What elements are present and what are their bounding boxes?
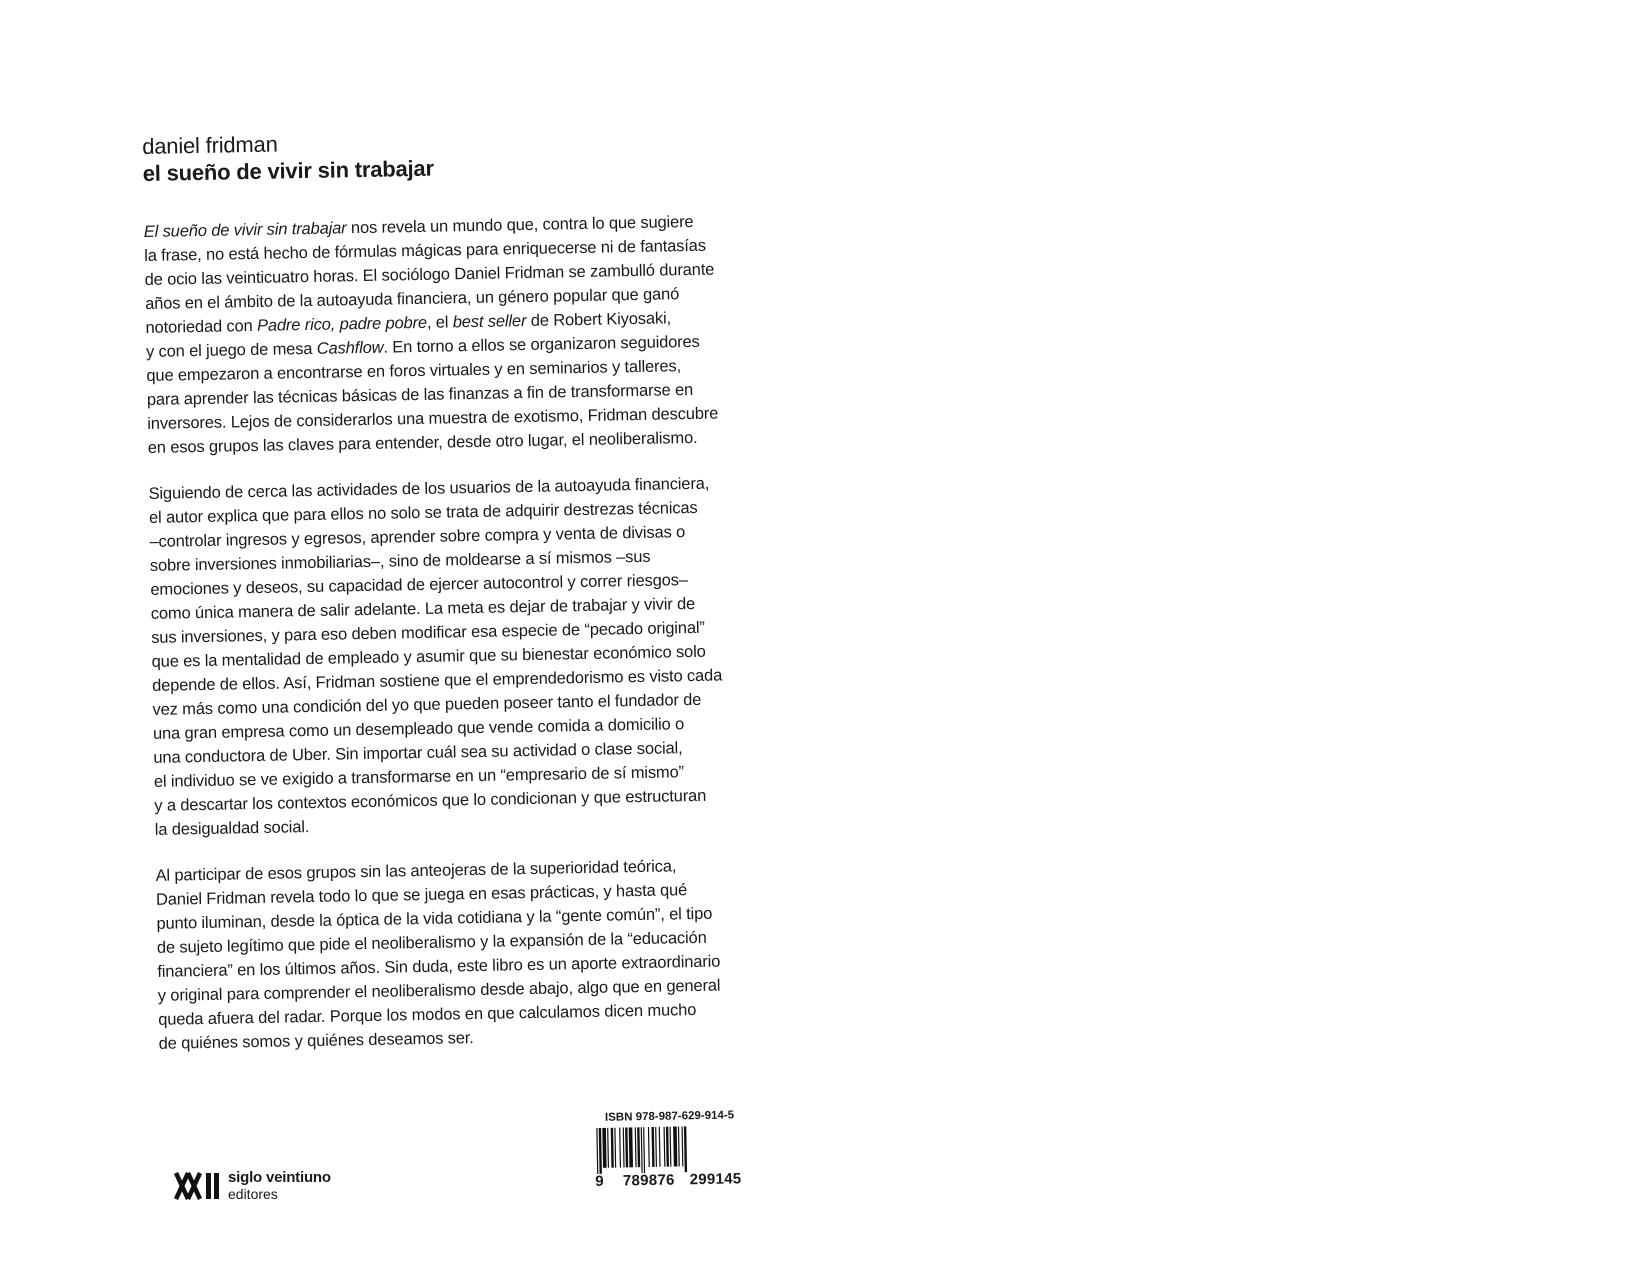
isbn-block bbox=[594, 1109, 745, 1190]
barcode-digits-left: 789876 bbox=[622, 1171, 675, 1190]
barcode-bar bbox=[669, 1127, 671, 1167]
text-run: la frase, no está hecho de fórmulas mágicas para enriquecerse ni de fantasías bbox=[144, 236, 707, 265]
italic-run: best seller bbox=[452, 311, 527, 332]
text-run: una conductora de Uber. Sin importar cuál sea su actividad o clase social, bbox=[153, 739, 683, 767]
text-run: como única manera de salir adelante. La meta es dejar de trabajar y vivir de bbox=[150, 594, 696, 623]
publisher-subtitle: editores bbox=[228, 1186, 278, 1202]
italic-run: Padre rico, padre pobre bbox=[256, 313, 428, 335]
publisher-text bbox=[228, 1170, 331, 1202]
text-run: Daniel Fridman revela todo lo que se juega en esas prácticas, y hasta qué bbox=[155, 881, 688, 909]
text-run: de sujeto legítimo que pide el neoliberalismo y la expansión de la “educación bbox=[156, 928, 707, 957]
barcode-bar bbox=[623, 1127, 625, 1167]
text-run: una gran empresa como un desempleado que vende comida a domicilio o bbox=[152, 715, 685, 743]
barcode-bar bbox=[641, 1127, 643, 1173]
isbn-label: ISBN 978-987-629-914-5 bbox=[604, 1109, 735, 1124]
synopsis-paragraph-3 bbox=[155, 853, 758, 1056]
text-run: punto iluminan, desde la óptica de la vida cotidiana y la “gente común”, el tipo bbox=[156, 904, 713, 933]
text-run: de Robert Kiyosaki, bbox=[526, 309, 672, 330]
barcode-bar bbox=[648, 1127, 650, 1167]
text-run: y a descartar los contextos económicos que lo condicionan y que estructuran bbox=[154, 786, 707, 815]
text-run: , el bbox=[426, 313, 453, 332]
barcode-digit-first: 9 bbox=[595, 1172, 605, 1190]
barcode-bar bbox=[643, 1127, 645, 1173]
text-run: notoriedad con bbox=[145, 316, 258, 337]
text-run: que es la mentalidad de empleado y asumir que su bienestar económico solo bbox=[151, 642, 706, 671]
text-run: queda afuera del radar. Porque los modos en que calculamos dicen mucho bbox=[158, 1000, 697, 1029]
text-run: y original para comprender el neoliberalismo desde abajo, algo que en general bbox=[157, 976, 721, 1005]
barcode-bar bbox=[596, 1128, 598, 1174]
barcode-bar bbox=[607, 1128, 609, 1168]
author-name: daniel fridman bbox=[142, 131, 278, 159]
text-run: financiera” en los últimos años. Sin duda, este libro es un aporte extraordinario bbox=[157, 952, 721, 981]
text-run: y con el juego de mesa bbox=[145, 339, 317, 361]
text-run: que empezaron a encontrarse en foros virtuales y en seminarios y talleres, bbox=[146, 357, 682, 385]
text-run: sus inversiones, y para eso deben modificar esa especie de “pecado original” bbox=[151, 618, 705, 647]
barcode-bar bbox=[614, 1128, 616, 1168]
barcode-bar bbox=[599, 1128, 602, 1174]
text-run: sobre inversiones inmobiliarias–, sino de moldearse a sí mismos –sus bbox=[149, 547, 651, 575]
publisher-block bbox=[174, 1170, 331, 1202]
text-run: de quiénes somos y quiénes deseamos ser. bbox=[158, 1029, 474, 1053]
barcode-bar bbox=[635, 1127, 637, 1167]
barcode-digits bbox=[595, 1170, 745, 1190]
italic-run: El sueño de vivir sin trabajar bbox=[143, 219, 347, 241]
barcode-bar bbox=[637, 1127, 640, 1167]
text-run: –controlar ingresos y egresos, aprender sobre compra y venta de divisas o bbox=[149, 523, 686, 551]
text-run: años en el ámbito de la autoayuda financiera, un género popular que ganó bbox=[144, 285, 680, 313]
barcode-bar bbox=[678, 1126, 680, 1166]
text-run: la desigualdad social. bbox=[154, 818, 310, 839]
text-run: Al participar de esos grupos sin las anteojeras de la superioridad teórica, bbox=[155, 857, 677, 885]
barcode-bar bbox=[663, 1127, 665, 1167]
barcode-bar bbox=[602, 1128, 606, 1168]
barcode-bar bbox=[681, 1126, 683, 1166]
text-run: el autor explica que para ellos no solo se trata de adquirir destrezas técnicas bbox=[148, 498, 698, 527]
italic-run: Cashflow bbox=[316, 338, 384, 358]
barcode-bar bbox=[611, 1128, 614, 1168]
barcode-bar bbox=[625, 1127, 628, 1167]
barcode-bar bbox=[666, 1127, 669, 1167]
book-title: el sueño de vivir sin trabajar bbox=[142, 155, 435, 186]
synopsis-paragraph-2 bbox=[148, 471, 754, 842]
barcode-bar bbox=[684, 1126, 687, 1172]
text-run: para aprender las técnicas básicas de las finanzas a fin de transformarse en bbox=[146, 380, 694, 409]
barcode-bar bbox=[629, 1127, 633, 1167]
text-run: . En torno a ellos se organizaron seguidores bbox=[383, 332, 700, 357]
text-run: inversores. Lejos de considerarlos una muestra de exotismo, Fridman descubre bbox=[147, 404, 719, 433]
barcode-bar bbox=[619, 1128, 621, 1168]
text-run: depende de ellos. Así, Fridman sostiene que el emprendedorismo es visto cada bbox=[151, 666, 723, 695]
text-run: el individuo se ve exigido a transformarse en un “empresario de sí mismo” bbox=[153, 763, 685, 791]
cover-text-block bbox=[142, 123, 759, 1056]
text-run: en esos grupos las claves para entender, desde otro lugar, el neoliberalismo. bbox=[147, 428, 698, 457]
text-run: de ocio las veinticuatro horas. El sociólogo Daniel Fridman se zambulló durante bbox=[144, 260, 715, 289]
barcode-bar bbox=[651, 1127, 654, 1167]
barcode-bar bbox=[655, 1127, 657, 1167]
barcode-bar bbox=[673, 1126, 677, 1166]
text-run: emociones y deseos, su capacidad de ejercer autocontrol y correr riesgos– bbox=[150, 571, 688, 599]
barcode-digits-right: 299145 bbox=[689, 1170, 742, 1189]
siglo-xxi-logo-icon bbox=[174, 1171, 222, 1201]
publisher-name: siglo veintiuno bbox=[228, 1169, 331, 1186]
barcode-icon bbox=[594, 1125, 735, 1174]
synopsis-paragraph-1 bbox=[144, 209, 748, 460]
barcode-bar bbox=[659, 1127, 661, 1167]
text-run: Siguiendo de cerca las actividades de los usuarios de la autoayuda financiera, bbox=[148, 474, 710, 503]
text-run: nos revela un mundo que, contra lo que sugiere bbox=[346, 212, 694, 238]
text-run: vez más como una condición del yo que pueden poseer tanto el fundador de bbox=[152, 690, 702, 719]
